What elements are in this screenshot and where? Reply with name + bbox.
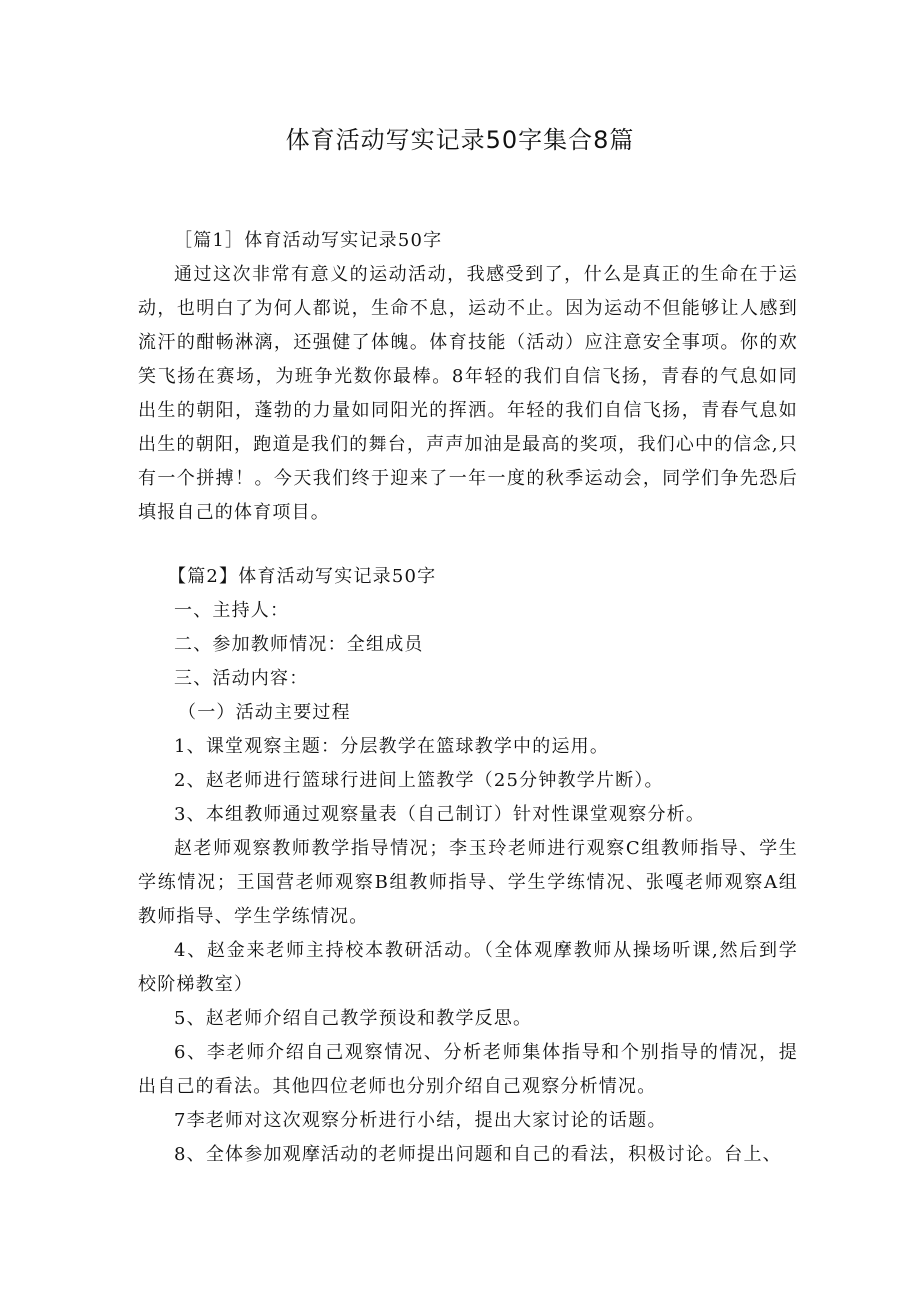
section-2-item-4: 4、赵金来老师主持校本教研活动。（全体观摩教师从操场听课,然后到学校阶梯教室） (138, 940, 798, 995)
section-1-paragraph: 通过这次非常有意义的运动活动，我感受到了，什么是真正的生命在于运动，也明白了为何人都说，生命不息，运动不止。因为运动不但能够让人感到流汗的酣畅淋漓，还强健了体魄。体育技能（活动）应注意安全事项。你的欢笑飞扬在赛场，为班争光数你最棒。8年轻的我们自信飞扬，青春的气息如同出生的朝阳，蓬勃的力量如同阳光的挥洒。年轻的我们自信飞扬，青春气息如出生的朝阳，跑道是我们的舞台，声声加油是最高的奖项，我们心中的信念,只有一个拼搏！。今天我们终于迎来了一年一度的秋季运动会，同学们争先恐后填报自己的体育项目。 (138, 264, 798, 523)
section-1-heading: ［篇1］体育活动写实记录50字 (174, 230, 443, 251)
section-2-item-3: 3、本组教师通过观察量表（自己制订）针对性课堂观察分析。 (174, 804, 706, 825)
section-2-item-7: 7李老师对这次观察分析进行小结，提出大家讨论的话题。 (174, 1110, 667, 1131)
section-2-item-6: 6、李老师介绍自己观察情况、分析老师集体指导和个别指导的情况，提出自己的看法。其他四位老师也分别介绍自己观察分析情况。 (138, 1042, 798, 1097)
section-2 (138, 560, 798, 1172)
section-2-heading: 【篇2】体育活动写实记录50字 (168, 566, 437, 587)
document-title: 体育活动写实记录50字集合8篇 (285, 126, 635, 154)
section-2-item-5: 5、赵老师介绍自己教学预设和教学反思。 (174, 1008, 533, 1029)
section-1 (138, 224, 798, 530)
section-2-teachers: 二、参加教师情况：全组成员 (174, 634, 424, 655)
section-2-paragraph: 赵老师观察教师教学指导情况；李玉玲老师进行观察C组教师指导、学生学练情况；王国营老师观察B组教师指导、学生学练情况、张嘎老师观察A组教师指导、学生学练情况。 (138, 838, 798, 927)
section-2-content: 三、活动内容： (174, 668, 309, 689)
section-2-process: （一）活动主要过程 (178, 702, 351, 723)
section-2-item-2: 2、赵老师进行篮球行进间上篮教学（25分钟教学片断）。 (174, 770, 664, 791)
section-2-item-8: 8、全体参加观摩活动的老师提出问题和自己的看法，积极讨论。台上、 (174, 1144, 782, 1165)
section-2-host: 一、主持人： (174, 600, 290, 621)
section-2-item-1: 1、课堂观察主题：分层教学在篮球教学中的运用。 (174, 736, 610, 757)
